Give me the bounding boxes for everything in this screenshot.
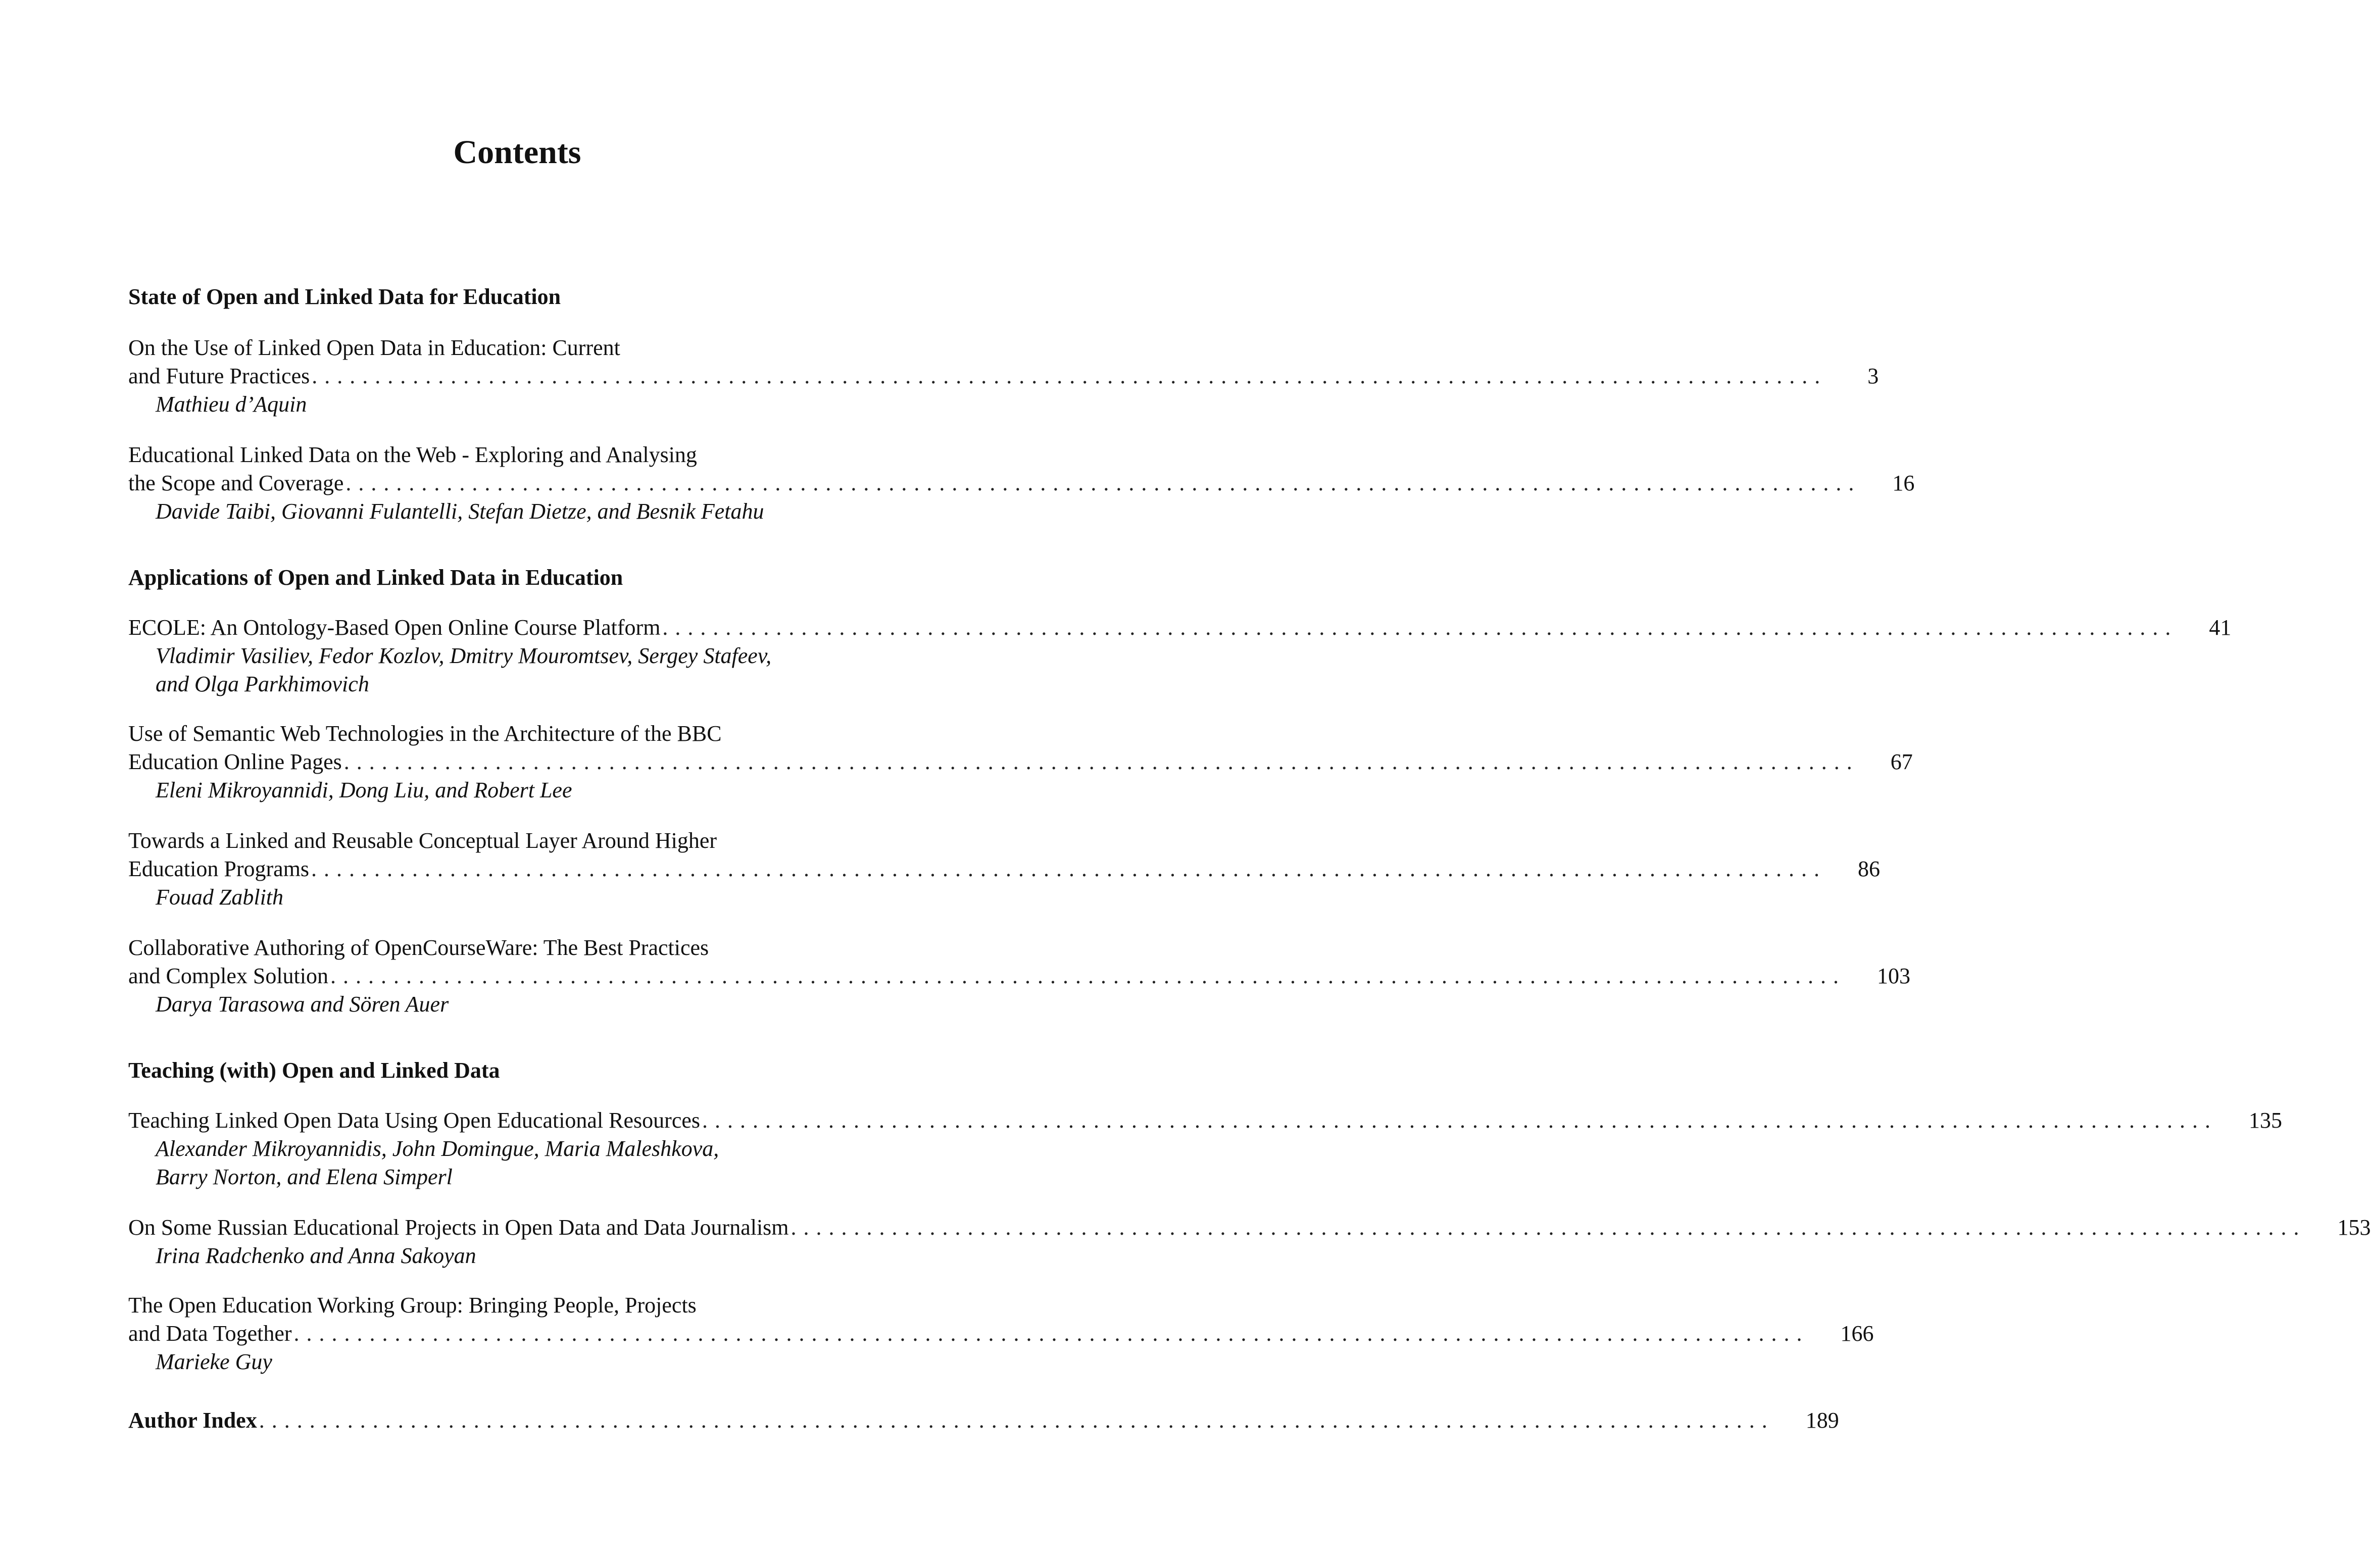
toc-entry-line[interactable]	[128, 962, 1910, 991]
dot-leader: ........................................................................................................................	[791, 1215, 2306, 1240]
toc-entry-title-line: Education Programs	[128, 856, 310, 881]
page-number: 16	[1892, 471, 1915, 495]
page-number: 67	[1890, 749, 1913, 774]
dot-leader: ........................................................................................................................	[345, 471, 1861, 495]
toc-entry-authors: and Olga Parkhimovich	[156, 672, 369, 696]
dot-leader: ........................................................................................................................	[343, 749, 1859, 774]
dot-leader: ........................................................................................................................	[312, 364, 1827, 388]
dot-leader: ........................................................................................................................	[330, 964, 1846, 988]
toc-entry-line[interactable]	[128, 469, 1915, 498]
page-number: 3	[1867, 364, 1879, 388]
dot-leader: ........................................................................................................................	[259, 1408, 1774, 1433]
author-index-entry[interactable]	[128, 1406, 1839, 1435]
section-title-teaching: Teaching (with) Open and Linked Data	[128, 1058, 500, 1083]
dot-leader: ........................................................................................................................	[662, 615, 2178, 640]
toc-entry-title-line: and Data Together	[128, 1321, 292, 1346]
toc-entry-title-line: Educational Linked Data on the Web - Exploring and Analysing	[128, 442, 697, 467]
toc-entry-authors: Fouad Zablith	[156, 885, 284, 909]
toc-entry-title-line: and Complex Solution	[128, 964, 328, 988]
toc-entry-title-line: Collaborative Authoring of OpenCourseWare: The Best Practices	[128, 935, 709, 960]
toc-entry-authors: Darya Tarasowa and Sören Auer	[156, 992, 449, 1017]
toc-entry-title-line: ECOLE: An Ontology-Based Open Online Course Platform	[128, 615, 661, 640]
toc-entry-authors: Mathieu d’Aquin	[156, 392, 307, 417]
section-title-applications: Applications of Open and Linked Data in Education	[128, 565, 623, 590]
toc-entry-title-line: Use of Semantic Web Technologies in the Architecture of the BBC	[128, 721, 722, 746]
toc-entry-title-line: the Scope and Coverage	[128, 471, 344, 495]
toc-entry-line[interactable]	[128, 362, 1879, 391]
author-index-label: Author Index	[128, 1408, 257, 1433]
toc-entry-authors: Alexander Mikroyannidis, John Domingue, Maria Maleshkova,	[156, 1136, 719, 1161]
toc-entry-title-line: Teaching Linked Open Data Using Open Educational Resources	[128, 1108, 701, 1133]
toc-entry-line[interactable]	[128, 854, 1881, 884]
toc-entry-line[interactable]	[128, 1106, 2283, 1135]
toc-entry-line[interactable]	[128, 1319, 1874, 1348]
toc-entry-title-line: Towards a Linked and Reusable Conceptual Layer Around Higher	[128, 828, 717, 853]
toc-entry-title-line: On Some Russian Educational Projects in Open Data and Data Journalism	[128, 1215, 789, 1240]
toc-entry-line[interactable]	[128, 747, 1913, 777]
toc-entry-authors: Marieke Guy	[156, 1349, 272, 1374]
toc-entry-title-line: The Open Education Working Group: Bringing People, Projects	[128, 1293, 697, 1318]
toc-entry-authors: Irina Radchenko and Anna Sakoyan	[156, 1243, 476, 1268]
toc-entry-authors: Barry Norton, and Elena Simperl	[156, 1165, 453, 1189]
toc-entry-authors: Vladimir Vasiliev, Fedor Kozlov, Dmitry Mouromtsev, Sergey Stafeev,	[156, 643, 772, 668]
page-number: 86	[1858, 856, 1881, 881]
dot-leader: ........................................................................................................................	[293, 1321, 1809, 1346]
page-number: 166	[1840, 1321, 1874, 1346]
toc-entry-authors: Davide Taibi, Giovanni Fulantelli, Stefan Dietze, and Besnik Fetahu	[156, 499, 764, 524]
toc-entry-title-line: On the Use of Linked Open Data in Education: Current	[128, 335, 620, 360]
toc-entry-title-line: Education Online Pages	[128, 749, 342, 774]
page-number: 41	[2209, 615, 2232, 640]
page-number: 189	[1805, 1408, 1839, 1433]
section-title-state: State of Open and Linked Data for Education	[128, 284, 561, 309]
page-number: 153	[2337, 1215, 2371, 1240]
page-number: 135	[2249, 1108, 2283, 1133]
page-title: Contents	[453, 134, 581, 171]
toc-entry-title-line: and Future Practices	[128, 364, 310, 388]
toc-entry-line[interactable]	[128, 1213, 2371, 1242]
page-number: 103	[1877, 964, 1910, 988]
dot-leader: ........................................................................................................................	[702, 1108, 2218, 1133]
dot-leader: ........................................................................................................................	[311, 856, 1827, 881]
toc-entry-authors: Eleni Mikroyannidi, Dong Liu, and Robert Lee	[156, 778, 572, 802]
toc-entry-line[interactable]	[128, 613, 2232, 642]
